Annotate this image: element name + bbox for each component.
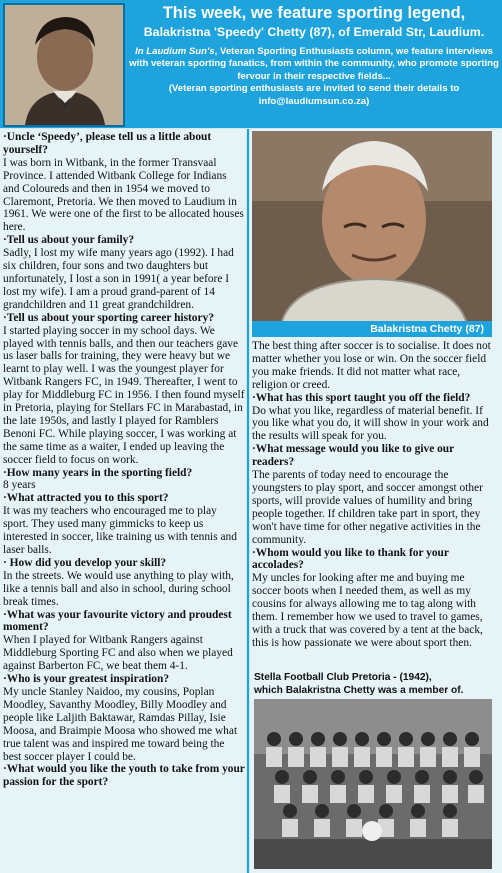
question: ·How many years in the sporting field? [3,466,193,479]
answer: Do what you like, regardless of material benefit. If you like what you do, it will show in your work and the results will speak for you. [252,404,489,443]
team-photo-caption-line: which Balakristna Chetty was a member of. [254,684,464,696]
answer: 8 years [3,479,36,492]
answer: I started playing soccer in my school days. We played with tennis balls, and then our teachers gave us laser balls for training, they were heavy but we learnt to play well. I was the youngest player for Witbank Rangers FC, in 1949. Thereafter, I went to play for Middleburg FC in 1956. I then found myself in Pretoria, playing for Stellars FC in Marabastad, in the late 1950s, and lastly I played for Ramblers Benoni FC. While playing soccer, I was working at the same time as a waiter, I ended up leaving the soccer field to focus on work. [3,324,245,466]
elderly-portrait-photo [252,131,492,321]
answer: Sadly, I lost my wife many years ago (1992). I had six children, four sons and two daughters but unfortunately, I lost a son in 1991( a year before I lost my wife). I am a proud grand-parent of 14 grandchildren and 11 great grandchildren. [3,247,234,311]
question: ·Who is your greatest inspiration? [3,673,170,686]
question: ·Tell us about your family? [3,234,135,247]
banner-intro-italic: In Laudium Sun's [135,46,215,57]
question: ·What attracted you to this sport? [3,492,169,505]
team-photo [254,699,492,869]
answer: When I played for Witbank Rangers against Middleburg Sporting FC and also when we played against Barberton FC, we beat them 4-1. [3,634,233,673]
right-column-text [252,340,492,650]
banner-intro-note: (Veteran sporting enthusiasts are invited to send their details to info@laudiumsun.co.za) [168,83,460,107]
answer: It was my teachers who encouraged me to play sport. They used many gimmicks to keep us interested in soccer, like training us with tennis and laser balls. [3,505,237,556]
question: ·What has this sport taught you off the field? [252,391,471,404]
banner-intro [128,46,500,108]
answer: My uncles for looking after me and buying me soccer boots when I needed them, as well as my cousins for always allowing me to tag along with them. I remember how we used to travel to games, with a truck that was covered by a tent at the back, this is how passionate we were about sport then. [252,572,483,649]
question: · How did you develop your skill? [3,556,167,569]
answer: The best thing after soccer is to socialise. It does not matter whether you lose or win. On the soccer field you make friends. It did not matter what race, religion or creed. [252,340,491,391]
banner-intro-text: , Veteran Sporting Enthusiasts column, we feature interviews with veteran sporting fanatics, from within the community, who promote sporting fervour in their respective fields... [129,46,499,82]
question: ·Whom would you like to thank for your accolades? [252,546,449,572]
question: ·Tell us about your sporting career history? [3,311,214,324]
portrait-caption: Balakristna Chetty (87) [252,321,492,337]
question: ·What message would you like to give our readers? [252,443,454,469]
left-column-text [3,131,245,789]
column-divider [247,129,249,873]
answer: The parents of today need to encourage the youngsters to play sport, and soccer amongst other sports, will provide values of humility and bring people together. If children take part in sport, they won't have time for other negative activities in the community. [252,469,483,546]
team-photo-caption-line: Stella Football Club Pretoria - (1942), [254,672,432,683]
answer: I was born in Witbank, in the former Transvaal Province. I attended Witbank College for Indians and Coloureds and then in 1954 we moved to Claremont, Pretoria. We then moved to Laudium in 1961. We were one of the first to be allocated houses here. [3,156,244,234]
question: ·Uncle ‘Speedy’, please tell us a little about yourself? [3,131,212,156]
answer: My uncle Stanley Naidoo, my cousins, Poplan Moodley, Savanthy Moodley, Billy Moodley and people like Laljith Baktawar, Ramdas Pillay, Isie Moosa, and Braimpie Moosa who showed me what true talent was and inspired me toward being the best soccer player I could be. [3,685,238,763]
answer: In the streets. We would use anything to play with, like a tennis ball and also in school, during school break times. [3,569,234,608]
team-photo-caption [254,672,492,697]
banner-title: This week, we feature sporting legend, [162,4,466,22]
question: ·What was your favourite victory and proudest moment? [3,608,232,634]
question: ·What would you like the youth to take from your passion for the sport? [3,763,245,789]
banner-subtitle: Balakristna 'Speedy' Chetty (87), of Emerald Str, Laudium. [143,25,485,39]
young-portrait-photo [3,3,125,127]
article-banner [0,0,502,128]
